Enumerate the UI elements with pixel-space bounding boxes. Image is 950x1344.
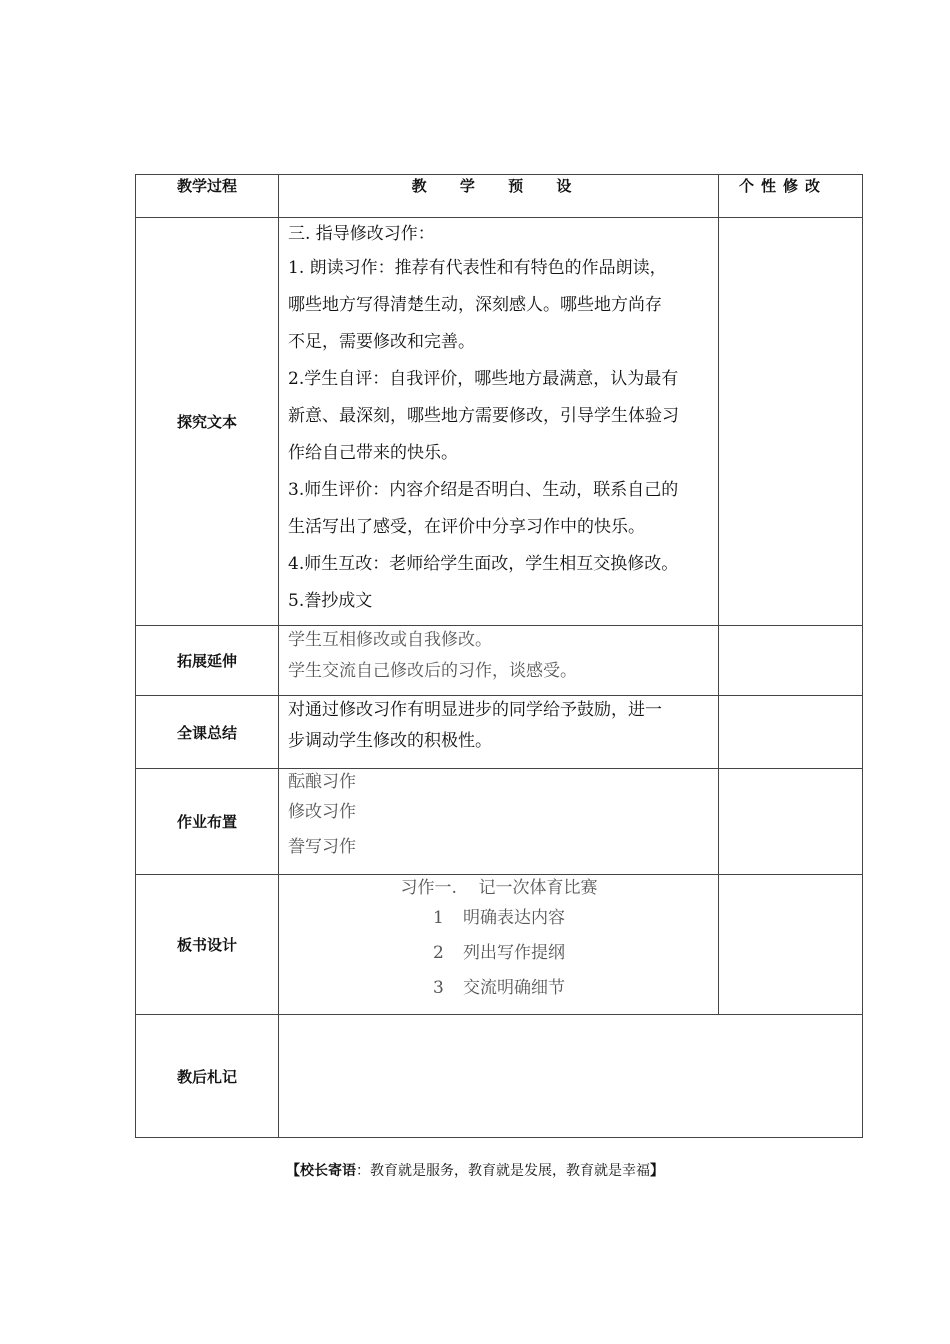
board-item-text: 明确表达内容 [463, 908, 565, 928]
header-row [136, 175, 863, 218]
row-label-board: 板书设计 [136, 875, 279, 1015]
board-item-number: 2 [433, 943, 444, 963]
row-revision-extend [719, 626, 863, 696]
text-line: 作给自己带来的快乐。 [288, 443, 458, 463]
text-line: 2.学生自评：自我评价，哪些地方最满意，认为最有 [288, 369, 679, 389]
text-line: 5.誊抄成文 [288, 591, 373, 611]
row-content-explore [279, 218, 719, 626]
lesson-plan-table [135, 174, 863, 1138]
header-process: 教学过程 [136, 175, 279, 218]
row-content-extend [279, 626, 719, 696]
row-summary [136, 696, 863, 769]
text-line: 不足，需要修改和完善。 [288, 332, 475, 352]
footer-text: 教育就是服务，教育就是发展，教育就是幸福 [370, 1163, 650, 1179]
row-content-notes [279, 1015, 863, 1138]
row-board [136, 875, 863, 1015]
board-title: 习作一. 记一次体育比赛 [400, 878, 598, 898]
row-revision-board [719, 875, 863, 1015]
text-line: 步调动学生修改的积极性。 [288, 731, 492, 751]
row-revision-summary [719, 696, 863, 769]
board-item-text: 交流明确细节 [463, 978, 565, 998]
board-item [288, 901, 710, 936]
board-item-text: 列出写作提纲 [463, 943, 565, 963]
text-line: 学生互相修改或自我修改。 [288, 630, 492, 650]
row-label-extend: 拓展延伸 [136, 626, 279, 696]
row-notes [136, 1015, 863, 1138]
row-content-board [279, 875, 719, 1015]
row-revision-explore [719, 218, 863, 626]
footer-bracket-open: 【 [286, 1163, 300, 1179]
text-line: 誊写习作 [288, 837, 356, 857]
row-content-summary [279, 696, 719, 769]
row-label-homework: 作业布置 [136, 769, 279, 875]
text-line: 修改习作 [288, 802, 356, 822]
row-label-notes: 教后札记 [136, 1015, 279, 1138]
row-revision-homework [719, 769, 863, 875]
footer-label: 校长寄语 [300, 1163, 356, 1179]
text-line: 生活写出了感受，在评价中分享习作中的快乐。 [288, 517, 645, 537]
row-extend [136, 626, 863, 696]
footer-bracket-close: 】 [650, 1163, 664, 1179]
text-line: 1. 朗读习作：推荐有代表性和有特色的作品朗读， [288, 258, 667, 278]
text-line: 新意、最深刻，哪些地方需要修改，引导学生体验习 [288, 406, 679, 426]
row-homework [136, 769, 863, 875]
row-explore [136, 218, 863, 626]
row-label-explore: 探究文本 [136, 218, 279, 626]
principal-message: 【校长寄语：教育就是服务，教育就是发展，教育就是幸福】 [286, 1163, 664, 1179]
board-item-number: 1 [433, 908, 444, 928]
text-line: 3.师生评价：内容介绍是否明白、生动，联系自己的 [288, 480, 679, 500]
text-line: 哪些地方写得清楚生动，深刻感人。哪些地方尚存 [288, 295, 662, 315]
text-line: 三. 指导修改习作： [288, 224, 435, 244]
board-item-number: 3 [433, 978, 444, 998]
row-label-summary: 全课总结 [136, 696, 279, 769]
text-line: 对通过修改习作有明显进步的同学给予鼓励，进一 [288, 700, 662, 720]
row-content-homework [279, 769, 719, 875]
text-line: 4.师生互改：老师给学生面改，学生相互交换修改。 [288, 554, 679, 574]
header-preset: 教 学 预 设 [279, 175, 719, 218]
text-line: 酝酿习作 [288, 772, 356, 792]
board-item [288, 936, 710, 971]
board-item [288, 971, 710, 1006]
text-line: 学生交流自己修改后的习作，谈感受。 [288, 661, 577, 681]
header-revision: 个性修改 [719, 175, 863, 218]
